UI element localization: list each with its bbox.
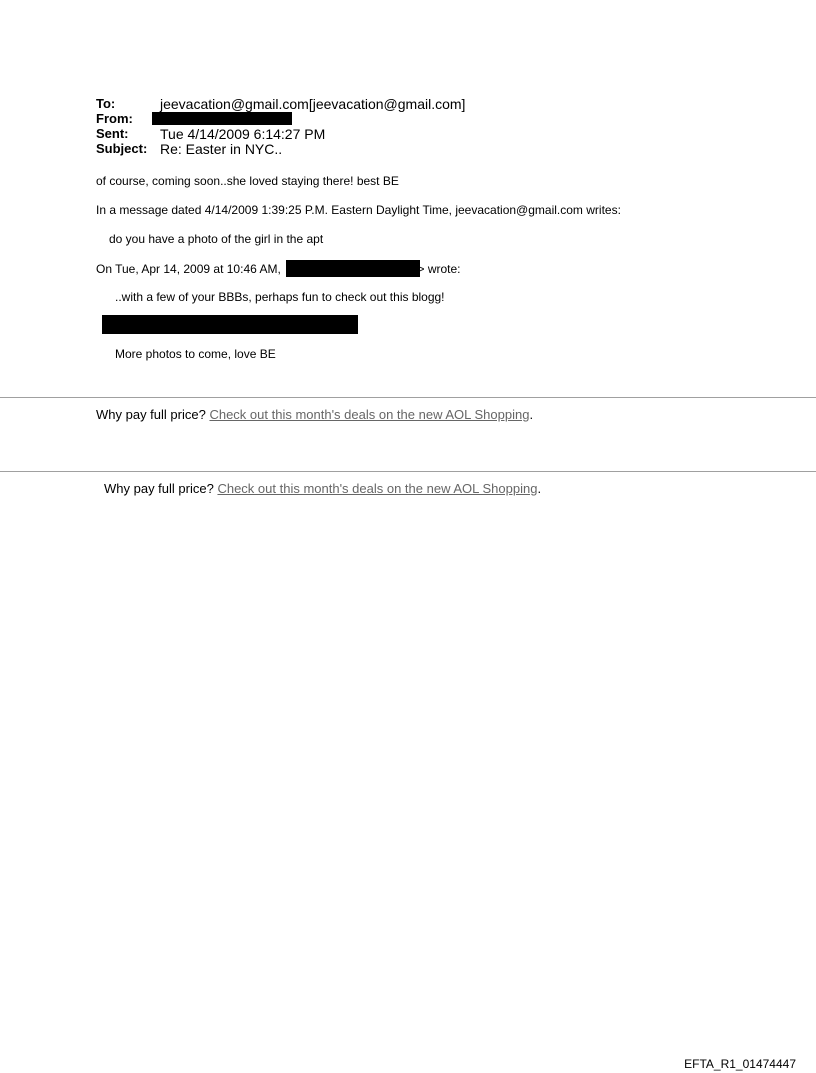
sent-row [96,126,465,141]
ad-footer [96,407,533,423]
redaction-box [286,260,420,277]
quote-intro: In a message dated 4/14/2009 1:39:25 P.M. Eastern Daylight Time, jeevacation@gmail.com writes: [96,203,621,217]
aol-shopping-link[interactable]: Check out this month's deals on the new AOL Shopping [217,481,538,496]
subject-label: Subject: [96,140,148,156]
from-row [96,111,465,126]
ad-prefix: Why pay full price? [104,481,214,496]
ad-footer [104,481,541,497]
aol-shopping-link[interactable]: Check out this month's deals on the new AOL Shopping [209,407,530,422]
on-date-prefix: On Tue, Apr 14, 2009 at 10:46 AM, [96,262,281,276]
redaction-box [102,315,358,334]
divider [0,397,816,398]
to-row [96,96,465,111]
document-id: EFTA_R1_01474447 [684,1057,796,1071]
on-date-suffix: > wrote: [417,262,461,276]
ad-suffix: . [537,481,542,496]
email-header [96,96,465,156]
from-label: From: [96,110,133,126]
redaction-box [152,112,292,125]
more-photos-line: More photos to come, love BE [115,347,276,361]
subject-value: Re: Easter in NYC.. [160,140,283,157]
on-date-line [96,260,461,277]
ad-prefix: Why pay full price? [96,407,206,422]
reply-line: of course, coming soon..she loved staying there! best BE [96,174,399,188]
to-label: To: [96,95,116,111]
divider [0,471,816,472]
question-line: do you have a photo of the girl in the apt [109,232,324,246]
sent-label: Sent: [96,125,129,141]
to-value: jeevacation@gmail.com[jeevacation@gmail.com] [160,95,466,112]
sent-value: Tue 4/14/2009 6:14:27 PM [160,125,326,142]
blog-line: ..with a few of your BBBs, perhaps fun to check out this blogg! [115,290,445,304]
ad-suffix: . [529,407,534,422]
subject-row [96,141,465,156]
